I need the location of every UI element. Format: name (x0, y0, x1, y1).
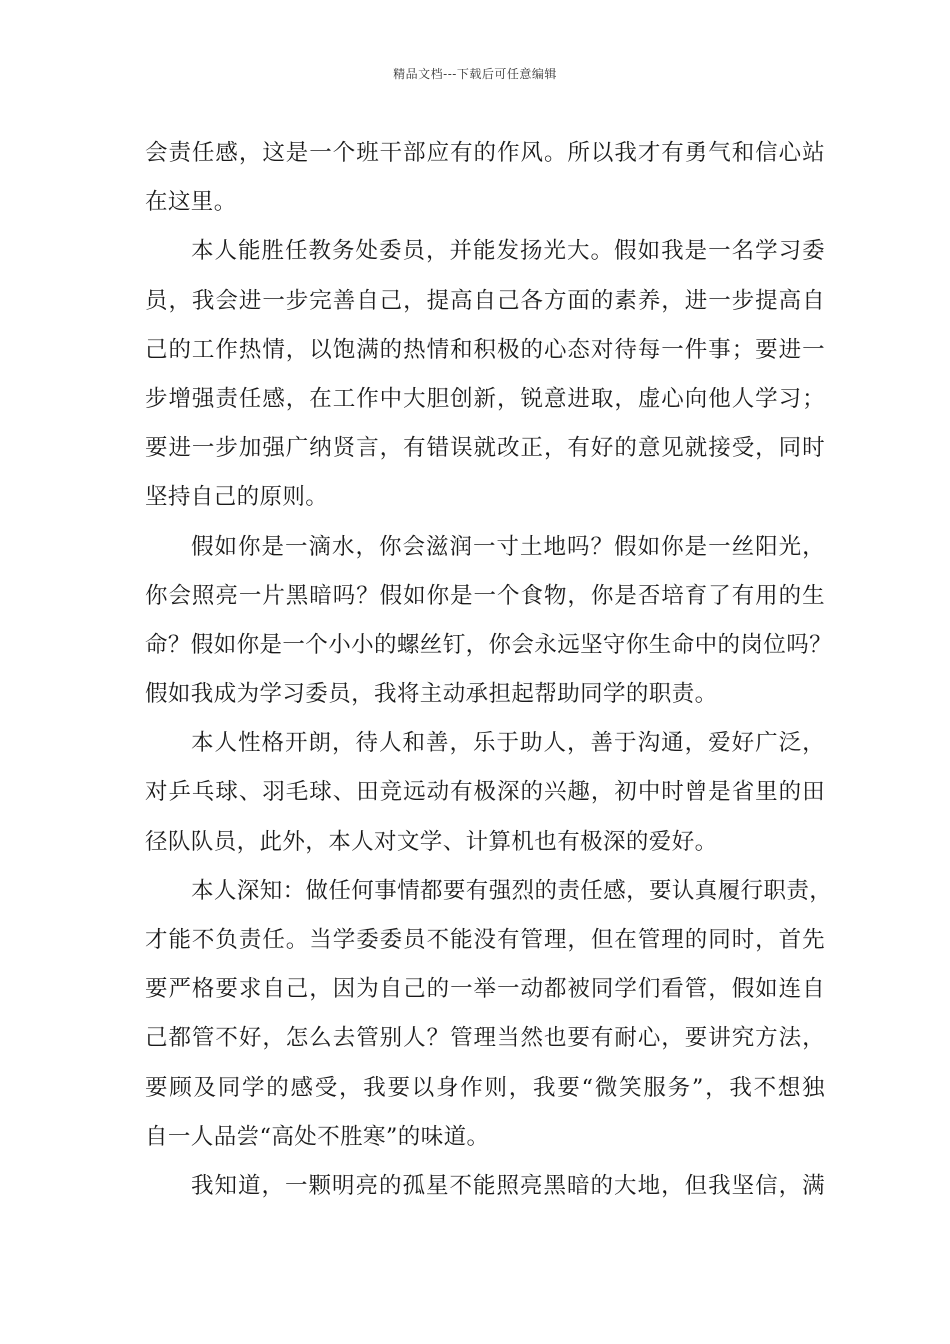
text-line: 己的工作热情，以饱满的热情和积极的心态对待每一件事；要进一 (145, 336, 825, 363)
page-header: 精品文档---下载后可任意编辑 (393, 67, 557, 81)
text-line: 步增强责任感，在工作中大胆创新，锐意进取，虚心向他人学习； (145, 385, 825, 412)
text-line: 坚持自己的原则。 (145, 484, 329, 511)
text-line: 己都管不好，怎么去管别人？管理当然也要有耐心，要讲究方法， (145, 1025, 825, 1052)
text-line: 员，我会进一步完善自己，提高自己各方面的素养，进一步提高自 (145, 287, 825, 314)
text-line: 对乒乓球、羽毛球、田竞远动有极深的兴趣，初中时曾是省里的田 (145, 779, 825, 806)
text-line: 我知道，一颗明亮的孤星不能照亮黑暗的大地，但我坚信，满 (191, 1172, 825, 1199)
text-line: 要顾及同学的感受，我要以身作则，我要“微笑服务”，我不想独 (145, 1074, 825, 1101)
text-line: 要严格要求自己，因为自己的一举一动都被同学们看管，假如连自 (145, 976, 825, 1003)
text-line: 假如你是一滴水，你会滋润一寸土地吗？假如你是一丝阳光， (191, 533, 825, 560)
text-line: 径队队员，此外，本人对文学、计算机也有极深的爱好。 (145, 828, 718, 855)
text-line: 你会照亮一片黑暗吗？假如你是一个食物，你是否培育了有用的生 (145, 582, 825, 609)
text-line: 才能不负责任。当学委委员不能没有管理，但在管理的同时，首先 (145, 927, 825, 953)
text-line: 自一人品尝“高处不胜寒”的味道。 (145, 1123, 490, 1150)
text-line: 本人能胜任教务处委员，并能发扬光大。假如我是一名学习委 (191, 238, 825, 265)
text-line: 假如我成为学习委员，我将主动承担起帮助同学的职责。 (145, 681, 718, 708)
text-line: 本人深知：做任何事情都要有强烈的责任感，要认真履行职责， (191, 877, 833, 904)
text-line: 在这里。 (145, 189, 237, 216)
document-body (145, 129, 833, 1211)
text-line: 本人性格开朗，待人和善，乐于助人，善于沟通，爱好广泛， (191, 730, 825, 757)
text-line: 要进一步加强广纳贤言，有错误就改正，有好的意见就接受，同时 (145, 435, 825, 462)
text-line: 会责任感，这是一个班干部应有的作风。所以我才有勇气和信心站 (145, 140, 825, 166)
text-line: 命？假如你是一个小小的螺丝钉，你会永远坚守你生命中的岗位吗？ (145, 631, 833, 658)
